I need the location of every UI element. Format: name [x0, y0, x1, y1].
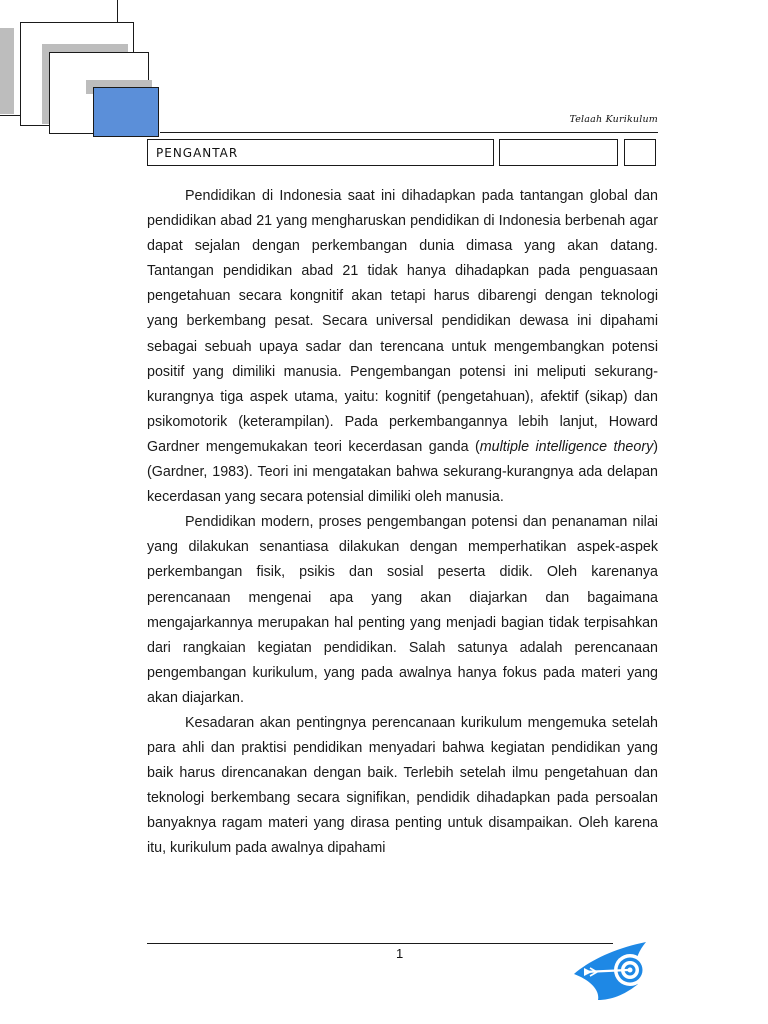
- section-empty-box-1: [499, 139, 618, 166]
- paragraph-3: Kesadaran akan pentingnya perencanaan kurikulum mengemuka setelah para ahli dan praktisi pendidikan menyadari bahwa kegiatan pendidikan yang baik harus direncanakan dengan baik. Terlebih setelah ilmu pengetahuan dan teknologi berkembang secara signifikan, pendidik dihadapkan pada persoalan banyaknya ragam materi yang dirasa penting untuk disampaikan. Oleh karena itu, kurikulum pada awalnya dipahami: [147, 714, 658, 857]
- footer-rule: [147, 943, 613, 944]
- paragraph-1-text-a: Pendidikan di Indonesia saat ini dihadapkan pada tantangan global dan pendidikan abad 21 yang mengharuskan pendidikan di Indonesia berbenah agar dapat sejalan dengan perkembangan dunia dimasa yang akan datang. Tantangan pendidikan abad 21 tidak hanya dihadapkan pada penguasaan pengetahuan secara kongnitif akan tetapi harus dibarengi dengan teknologi yang berkembang pesat. Secara universal pendidikan dewasa ini dipahami sebagai sebuah upaya sadar dan terencana untuk mengembangkan potensi positif yang dimiliki manusia. Pengembangan potensi ini meliputi sekurang-kurangnya tiga aspek utama, yaitu: kognitif (pengetahuan), afektif (sikap) dan psikomotorik (keterampilan). Pada perkembangannya lebih lanjut, Howard Gardner mengemukakan teori kecerdasan ganda (: [147, 188, 658, 455]
- deco-box-blue: [93, 87, 159, 137]
- section-empty-box-2: [624, 139, 656, 166]
- paragraph-1-italic: multiple intelligence theory: [479, 438, 654, 455]
- running-title: Telaah Kurikulum: [569, 114, 658, 125]
- deco-shadow-1: [0, 28, 14, 114]
- target-arrow-icon: [570, 938, 658, 1004]
- paragraph-1-text-b: ) (Gardner, 1983). Teori ini mengatakan bahwa sekurang-kurangnya ada delapan kecerdasan yang secara potensial dimiliki oleh manusia.: [147, 438, 658, 506]
- section-title: PENGANTAR: [147, 139, 494, 166]
- paragraph-1: [147, 184, 658, 510]
- page-number: 1: [396, 946, 404, 961]
- paragraph-2: Pendidikan modern, proses pengembangan potensi dan penanaman nilai yang dilakukan senantiasa dilakukan dengan memperhatikan aspek-aspek perkembangan fisik, psikis dan sosial peserta didik. Oleh karenanya perencanaan mengenai apa yang akan diajarkan dan bagaimana mengajarkannya merupakan hal penting yang menjadi bagian tidak terpisahkan dari rangkaian kegiatan pendidikan. Salah satunya adalah perencanaan pengembangan kurikulum, yang pada awalnya hanya fokus pada materi yang akan diajarkan.: [147, 514, 658, 706]
- body-text: [147, 184, 658, 862]
- decorative-stacked-boxes: [0, 0, 170, 140]
- header-rule: [160, 132, 658, 133]
